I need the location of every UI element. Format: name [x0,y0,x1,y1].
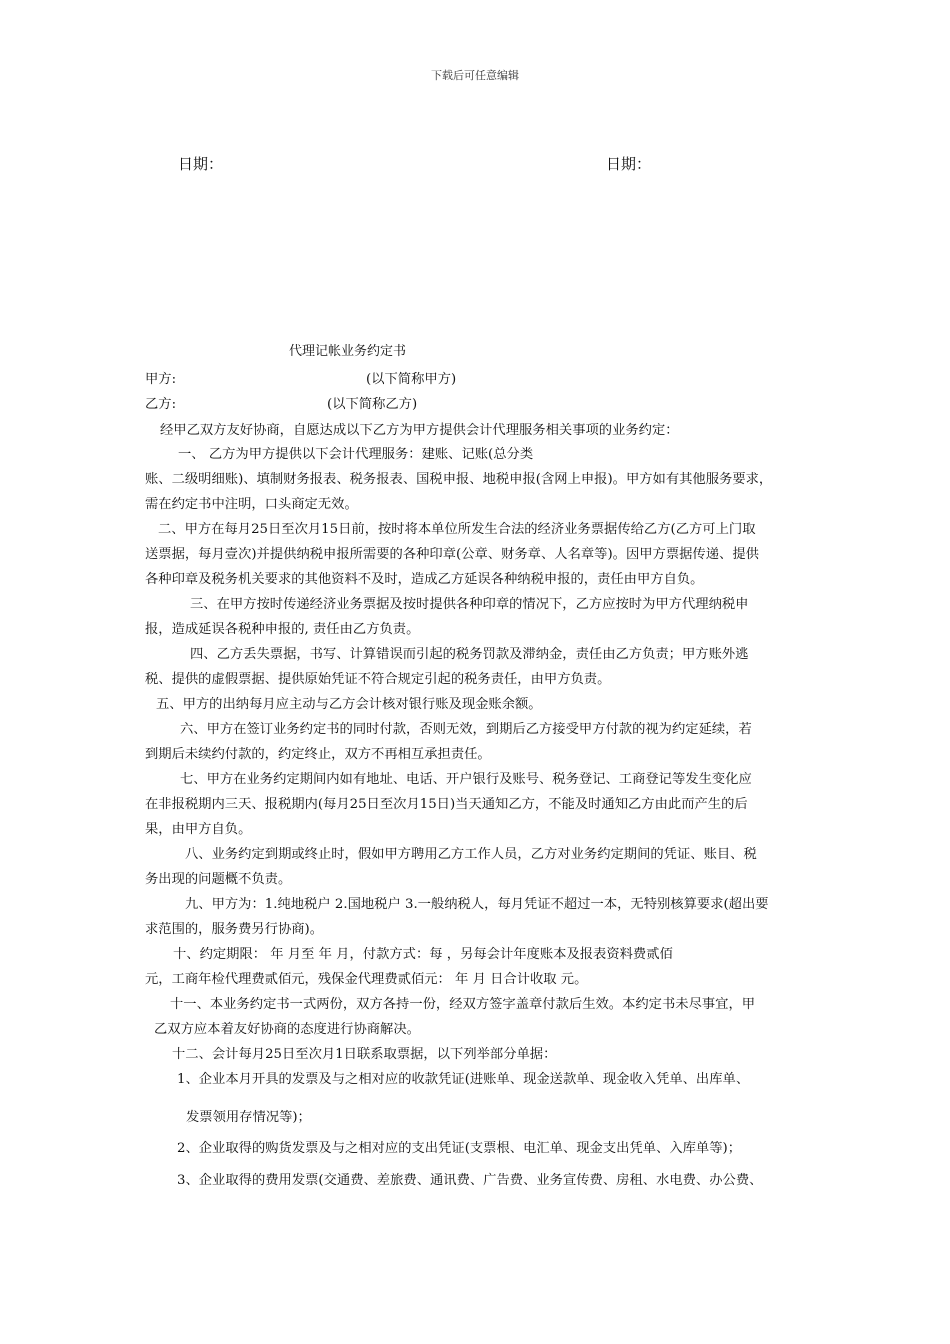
party-b-label: 乙方: [145,397,177,412]
clause-line: 送票据，每月壹次)并提供纳税申报所需要的各种印章(公章、财务章、人名章等)。因甲方票据传递、提供 [145,547,759,562]
clause-line: 务出现的问题概不负责。 [145,872,292,887]
clause-line: 十二、会计每月25日至次月1日联系取票据，以下列举部分单据： [172,1047,557,1062]
clause-line: 需在约定书中注明，口头商定无效。 [145,497,358,512]
clause-line: 乙双方应本着友好协商的态度进行协商解决。 [154,1022,420,1037]
clause-line: 四、乙方丢失票据，书写、计算错误而引起的税务罚款及滞纳金，责任由乙方负责；甲方账外逃 [190,647,749,662]
clause-line: 求范围的，服务费另行协商)。 [145,922,324,937]
clause-line: 十、约定期限： 年 月至 年 月，付款方式：每 ，另每会计年度账本及报表资料费贰佰 [173,947,673,962]
clause-line: 报，造成延误各税种申报的, 责任由乙方负责。 [145,622,420,637]
clause-line: 十一、本业务约定书一式两份，双方各持一份，经双方签字盖章付款后生效。本约定书未尽事宜，甲 [170,997,756,1012]
clause-line: 到期后未续约付款的，约定终止，双方不再相互承担责任。 [145,747,491,762]
clause-line: 九、甲方为：1.纯地税户 2.国地税户 3.一般纳税人，每月凭证不超过一本，无特别核算要求(超出要 [185,897,769,912]
clause-line: 五、甲方的出纳每月应主动与乙方会计核对银行账及现金账余额。 [156,697,542,712]
party-b-note: (以下简称乙方) [327,397,418,412]
clause-line: 七、甲方在业务约定期间内如有地址、电话、开户银行及账号、税务登记、工商登记等发生变化应 [180,772,752,787]
intro-paragraph: 经甲乙双方友好协商，自愿达成以下乙方为甲方提供会计代理服务相关事项的业务约定： [160,423,679,438]
clause-line: 税、提供的虚假票据、提供原始凭证不符合规定引起的税务责任，由甲方负责。 [145,672,611,687]
document-title: 代理记帐业务约定书 [289,344,407,359]
list-item: 发票领用存情况等)； [186,1110,311,1125]
header-note: 下载后可任意编辑 [431,69,519,82]
clause-line: 八、业务约定到期或终止时，假如甲方聘用乙方工作人员，乙方对业务约定期间的凭证、账目、税 [185,847,757,862]
clause-line: 六、甲方在签订业务约定书的同时付款，否则无效，到期后乙方接受甲方付款的视为约定延续，若 [180,722,752,737]
clause-line: 果，由甲方自负。 [145,822,252,837]
party-a-note: (以下简称甲方) [366,372,457,387]
list-item: 2、企业取得的购货发票及与之相对应的支出凭证(支票根、电汇单、现金支出凭单、入库单等)； [177,1141,742,1156]
clause-line: 一、 乙方为甲方提供以下会计代理服务：建账、记账(总分类 [178,447,534,462]
list-item: 1、企业本月开具的发票及与之相对应的收款凭证(进账单、现金送款单、现金收入凭单、出库单、 [177,1072,750,1087]
clause-line: 各种印章及税务机关要求的其他资料不及时，造成乙方延误各种纳税申报的，责任由甲方自负。 [145,572,704,587]
party-a-label: 甲方: [145,372,177,387]
clause-line: 在非报税期内三天、报税期内(每月25日至次月15日)当天通知乙方，不能及时通知乙方由此而产生的后 [145,797,748,812]
clause-line: 二、甲方在每月25日至次月15日前，按时将本单位所发生合法的经济业务票据传给乙方(乙方可上门取 [158,522,756,537]
clause-line: 账、二级明细账)、填制财务报表、税务报表、国税申报、地税申报(含网上申报)。甲方如有其他服务要求， [145,472,773,487]
clause-line: 元，工商年检代理费贰佰元，残保金代理费贰佰元： 年 月 日合计收取 元。 [145,972,588,987]
date-label-right: 日期： [606,155,652,173]
date-label-left: 日期： [178,155,224,173]
list-item: 3、企业取得的费用发票(交通费、差旅费、通讯费、广告费、业务宣传费、房租、水电费、办公费、 [177,1173,763,1188]
clause-line: 三、在甲方按时传递经济业务票据及按时提供各种印章的情况下，乙方应按时为甲方代理纳税申 [190,597,749,612]
